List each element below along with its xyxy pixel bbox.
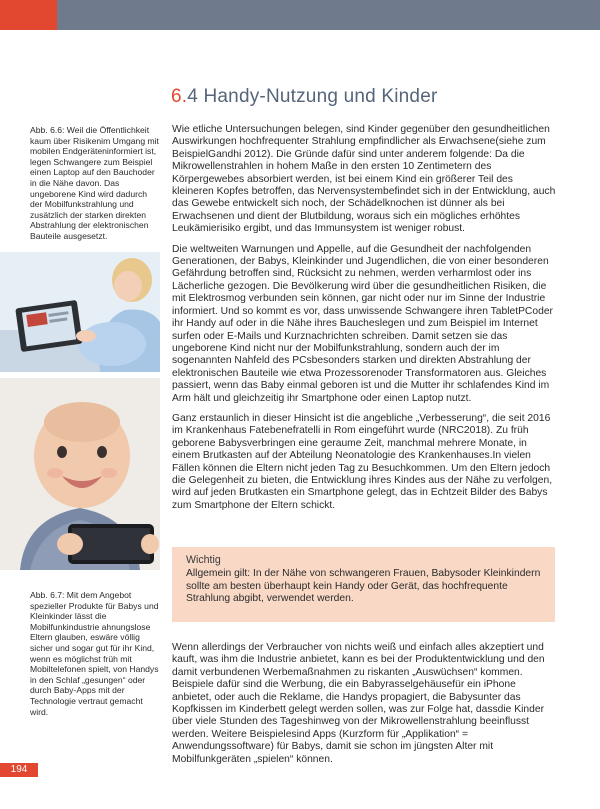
main-text-lower xyxy=(172,642,557,774)
paragraph-3: Ganz erstaunlich in dieser Hinsicht ist die angebliche „Verbesserung“, die seit 2016 im Krankenhaus Fatebenefratelli in Rom eingeführt wurde (NRC2018). Zu früh geborene Babysverbringen eine geraume Zeit, manchmal mehrere Monate, in einem Brutkasten auf der Abteilung Neonatologie des Krankenhauses.In vielen Fällen können die Eltern nicht jeden Tag zu Besuchkommen. Um den Eltern jedoch die Gelegenheit zu bieten, die Entwicklung ihres Kindes aus der Nähe zu verfolgen, wird auf jeden Brutkasten ein Smartphone gelegt, das in Echtzeit Bilder des Babys zum Smartphone der Eltern schickt. xyxy=(172,412,553,511)
figure-caption-6-7 xyxy=(30,590,160,717)
important-callout xyxy=(172,547,555,622)
caption-text: Abb. 6.6: Weil die Öffentlichkeit kaum über Risikenim Umgang mit mobilen Endgeräteninformiert ist, legen Schwangere zum Beispiel einen Laptop auf den Bauchoder in die Nähe davon. Das ungeborene Kind wird dadurch der Mobilfunkstrahlung und zusätzlich der starken direkten Abstrahlung der elektronischen Bauteile ausgesetzt. xyxy=(30,125,159,241)
paragraph-1: Wie etliche Untersuchungen belegen, sind Kinder gegenüber den gesundheitlichen Auswirkungen hochfrequenter Strahlung empfindlicher als Erwachsene(siehe zum BeispielGandhi 2012). Die Gründe dafür sind unter anderem folgende: Da die Mikrowellenstrahlen in hohem Maße in den ersten 10 Zentimetern des Körpergewebes absorbiert werden, ist bei einem Kind ein größerer Teil des kleineren Kopfes betroffen, das Nervensystembefindet sich in der Entwicklung, auch das Gewebe entwickelt sich noch, der Schädelknochen ist dünner als bei Erwachsenen und dient der Blutbildung, woraus sich ein mögliches erhöhtes Leukämierisiko ergibt, und das Immunsystem ist weniger robust. xyxy=(172,124,556,235)
header-bar xyxy=(57,0,600,30)
callout-text: Allgemein gilt: In der Nähe von schwangeren Frauen, Babysoder Kleinkindern sollte am besten überhaupt kein Handy oder Gerät, das hochfrequente Strahlung abgibt, verwendet werden. xyxy=(186,568,541,605)
main-text-upper xyxy=(172,124,557,520)
photo-baby-smartphone xyxy=(0,378,160,570)
page-number: 194 xyxy=(0,763,38,777)
header-accent-bar xyxy=(0,0,57,30)
section-number: 6. xyxy=(171,86,188,107)
figure-caption-6-6 xyxy=(30,125,160,242)
section-title-text: 4 Handy-Nutzung und Kinder xyxy=(187,86,438,107)
photo-illustration xyxy=(0,378,160,570)
paragraph-2: Die weltweiten Warnungen und Appelle, auf die Gesundheit der nachfolgenden Generationen, der Babys, Kleinkinder und Jugendlichen, die von einer besonderen Gefährdung betroffen sind, Rücksicht zu nehmen, werden verharmlost oder ins Lächerliche gezogen. Die Bevölkerung wird über die gesundheitlichen Risiken, die mit Elektrosmog verbunden sein können, gar nicht oder nur im Sinne der Industrie informiert. Und so kommt es vor, dass unwissende Schwangere ihren TabletPCoder ihr Handy auf oder in die Nähe ihres Baucheslegen und zum Beispiel im Internet surfen oder E-Mails und Kurznachrichten schreiben. Damit setzen sie das ungeborene Kind nicht nur der Mobilfunkstrahlung, sondern auch der im sogenannten Nahfeld des PCsbesonders starken und direkten Abstrahlung der elektronischen Bauteile wie etwa Prozessorenoder Transformatoren aus. Gleiches passiert, wenn das Baby einmal geboren ist und die Mutter ihr schlafendes Kind im Arm hält und gleichzeitig ihr Smartphone oder einen Laptop nutzt. xyxy=(172,243,553,404)
paragraph-4: Wenn allerdings der Verbraucher von nichts weiß und einfach alles akzeptiert und kauft, was ihm die Industrie anbietet, kann es bei der Produktentwicklung und den damit verbundenen Werbemaßnahmen zu riskanten „Auswüchsen“ kommen. Beispiele dafür sind die Werbung, die ein Babyrasselgehäusefür ein iPhone anbietet, oder auch die Reklame, die Handys propagiert, die Babysunter das Kopfkissen im Kinderbett gelegt werden sollen, was zur Folge hat, dassdie Kinder über viele Stunden des Tageshinweg von der Mikrowellenstrahlung beeinflusst werden. Weitere Beispielesind Apps (Kurzform für „Applikation“ = Anwendungssoftware) für Babys, damit sie schon im jüngsten Alter mit Mobilfunkgeräten „spielen“ können. xyxy=(172,642,545,765)
photo-illustration xyxy=(0,252,160,372)
caption-text: Abb. 6.7: Mit dem Angebot spezieller Produkte für Babys und Kleinkinder lässt die Mobilfunkindustrie ahnungslose Eltern glauben, eswäre völlig sicher und sogar gut für ihr Kind, wenn es möglichst früh mit Mobiltelefonen spielt, von Handys in den Schlaf „gesungen“ oder durch Baby-Apps mit der Technologie vertraut gemacht wird. xyxy=(30,590,159,717)
photo-pregnant-woman-tablet xyxy=(0,252,160,372)
callout-title: Wichtig xyxy=(186,554,221,566)
section-title xyxy=(171,86,438,108)
